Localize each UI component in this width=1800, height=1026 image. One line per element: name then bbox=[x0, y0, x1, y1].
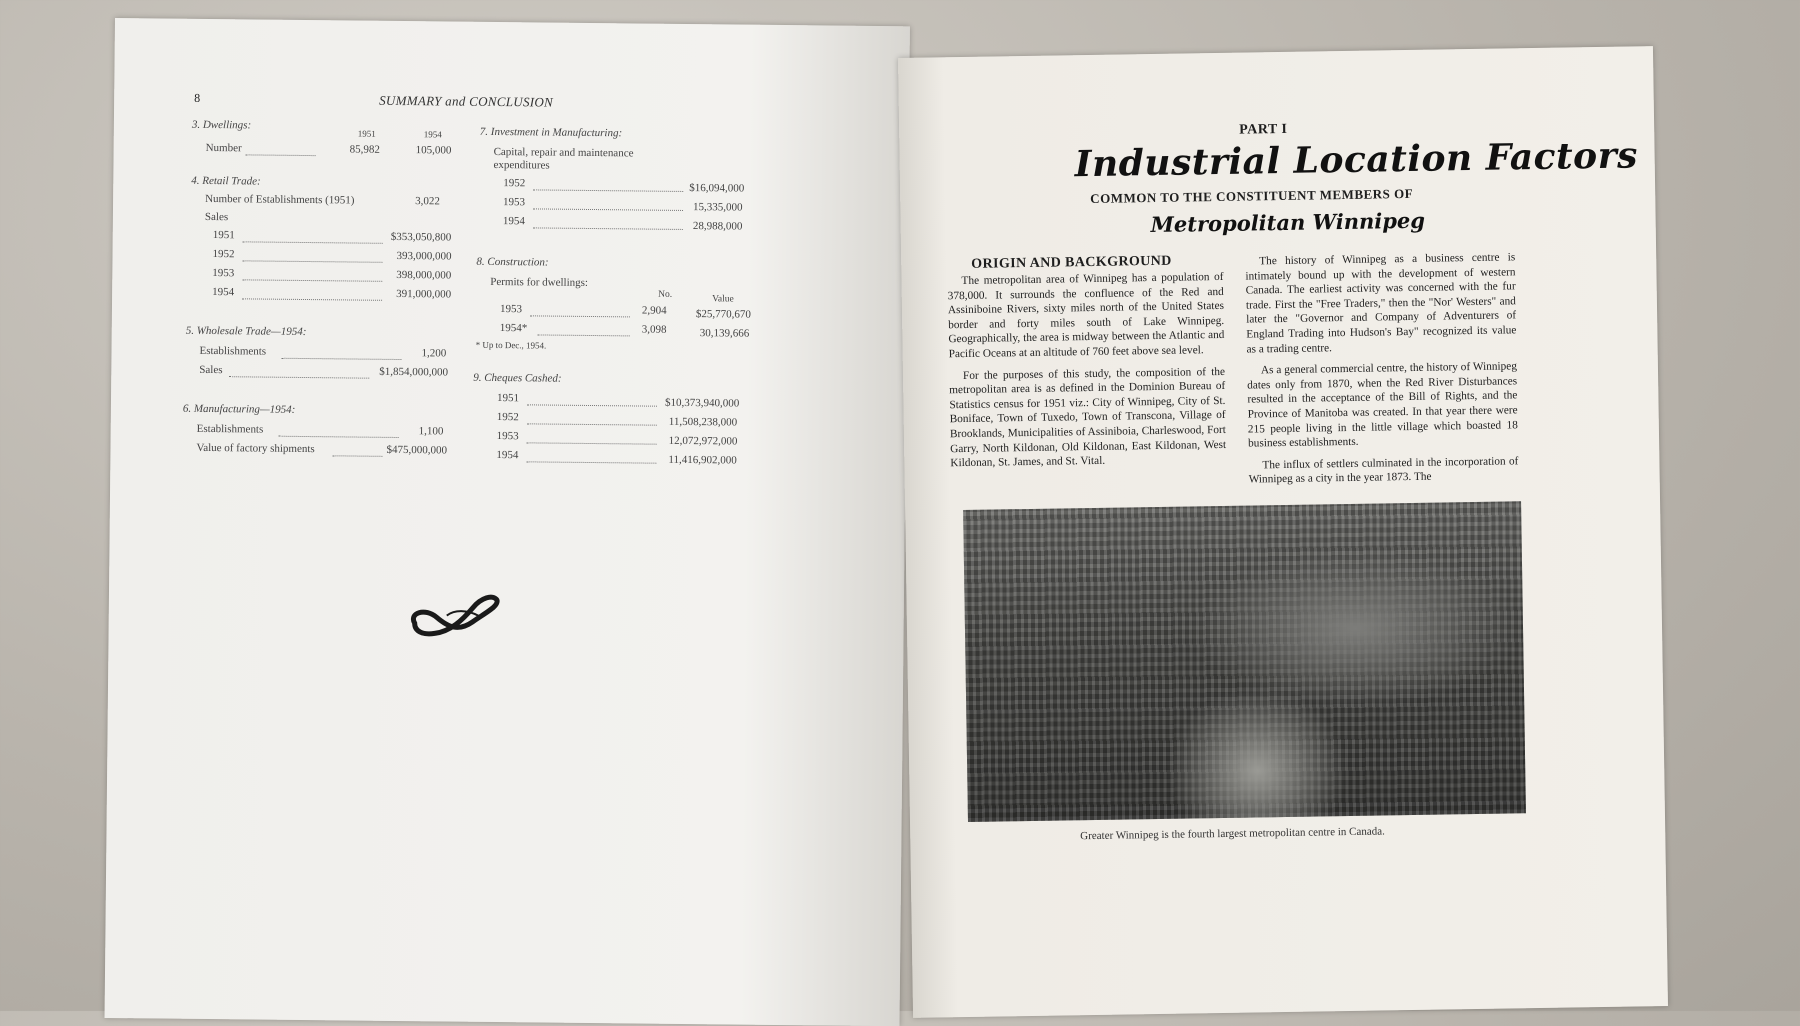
leader-line bbox=[332, 455, 382, 457]
construction-footnote: * Up to Dec., 1954. bbox=[475, 339, 547, 351]
manufacturing-heading: 6. Manufacturing—1954: bbox=[182, 402, 296, 416]
cheques-row-year: 1951 bbox=[496, 392, 520, 405]
investment-sub-line1: Capital, repair and maintenance bbox=[493, 145, 634, 160]
manufacturing-row-value: 1,100 bbox=[418, 425, 444, 438]
construction-row-year: 1954* bbox=[499, 322, 528, 335]
cheques-row-year: 1952 bbox=[496, 411, 519, 424]
construction-sub: Permits for dwellings: bbox=[490, 275, 589, 289]
investment-row-year: 1954 bbox=[502, 215, 525, 228]
wholesale-row-label: Establishments bbox=[199, 344, 267, 358]
page-number: 8 bbox=[194, 90, 201, 105]
wholesale-heading: 5. Wholesale Trade—1954: bbox=[185, 324, 307, 339]
leader-line bbox=[242, 260, 382, 262]
page-title: Industrial Location Factors bbox=[1074, 134, 1639, 186]
leader-line bbox=[533, 189, 683, 192]
manufacturing-row-label: Establishments bbox=[196, 422, 264, 436]
cheques-row-year: 1953 bbox=[496, 430, 519, 443]
investment-row-value: 28,988,000 bbox=[692, 220, 743, 233]
construction-row-year: 1953 bbox=[499, 303, 523, 316]
construction-col-value: Value bbox=[712, 294, 734, 305]
dwellings-value-1: 85,982 bbox=[349, 143, 380, 156]
running-head: SUMMARY and CONCLUSION bbox=[379, 92, 554, 110]
retail-establishments-value: 3,022 bbox=[415, 195, 440, 208]
left-page bbox=[105, 18, 910, 1026]
construction-row-value: 30,139,666 bbox=[699, 327, 750, 340]
part-label: PART I bbox=[1239, 121, 1288, 138]
retail-row-year: 1953 bbox=[212, 267, 235, 280]
dwellings-heading: 3. Dwellings: bbox=[191, 118, 252, 132]
paragraph: The history of Winnipeg as a business centre is intimately bound up with the development of western Canada. The earliest activity was concerned with the fur trade. First the "Free Traders," then the "Nor' Westers" and later the "Governor and Company of Adventurers of England Trading into Hudson's Bay" recognized its value as a trading centre. bbox=[1245, 251, 1517, 356]
script-subtitle: Metropolitan Winnipeg bbox=[1150, 207, 1426, 238]
photo-caption: Greater Winnipeg is the fourth largest metropolitan centre in Canada. bbox=[1080, 825, 1385, 843]
right-page bbox=[898, 46, 1668, 1018]
leader-line bbox=[527, 404, 657, 406]
paragraph: As a general commercial centre, the history of Winnipeg dates only from 1870, when the Red River Disturbances resulted in the acceptance of the Bill of Rights, and the Province of Manitoba was created. In that year there were 215 people living in the little village which boasted 18 business establishments. bbox=[1247, 360, 1518, 450]
leader-line bbox=[533, 227, 683, 230]
paragraph: The metropolitan area of Winnipeg has a population of 378,000. It surrounds the confluence of the Red and Assiniboine Rivers, sixty miles north of the United States border and forty miles south of Lake Winnipeg. Geographically, the area is midway between the Atlantic and Pacific Oceans at an altitude of 760 feet above sea level. bbox=[947, 270, 1225, 361]
column-left bbox=[947, 270, 1226, 478]
paragraph: For the purposes of this study, the composition of the metropolitan area is as defined in the Dominion Bureau of Statistics census for 1951 viz.: City of Winnipeg, City of St. Boniface, Town of Tuxedo, Town of Transcona, Village of Brooklands, Municipalities of Assiniboia, Charleswood, Fort Garry, North Kildonan, Old Kildonan, East Kildonan, West Kildonan, St. James, and St. Vital. bbox=[949, 365, 1227, 470]
cheques-row-year: 1954 bbox=[496, 449, 519, 462]
investment-row-value: 15,335,000 bbox=[692, 201, 743, 214]
construction-row-value: $25,770,670 bbox=[695, 308, 751, 321]
aerial-city-photo bbox=[963, 501, 1526, 822]
construction-heading: 8. Construction: bbox=[476, 255, 549, 269]
leader-line bbox=[242, 279, 382, 281]
leader-line bbox=[538, 334, 630, 336]
retail-row-value: 393,000,000 bbox=[396, 249, 452, 263]
investment-row-year: 1953 bbox=[503, 196, 526, 209]
section-heading: ORIGIN AND BACKGROUND bbox=[971, 253, 1172, 272]
retail-sales-label: Sales bbox=[204, 210, 229, 224]
leader-line bbox=[243, 241, 383, 243]
retail-establishments-label: Number of Establishments (1951) bbox=[205, 192, 355, 207]
cheques-row-value: 12,072,972,000 bbox=[668, 434, 738, 448]
retail-row-year: 1952 bbox=[212, 248, 235, 261]
wholesale-row-label: Sales bbox=[199, 363, 223, 377]
construction-row-no: 2,904 bbox=[641, 304, 667, 317]
dwellings-year-2: 1954 bbox=[423, 129, 442, 140]
flourish-ornament-icon bbox=[406, 591, 507, 647]
leader-line bbox=[242, 298, 382, 300]
wholesale-row-value: $1,854,000,000 bbox=[379, 365, 449, 379]
leader-line bbox=[527, 442, 657, 444]
cheques-row-value: 11,508,238,000 bbox=[668, 415, 738, 429]
leader-line bbox=[279, 436, 399, 438]
leader-line bbox=[281, 358, 401, 360]
retail-row-year: 1954 bbox=[212, 286, 235, 299]
leader-line bbox=[229, 376, 369, 378]
manufacturing-row-label: Value of factory shipments bbox=[196, 441, 315, 456]
cheques-heading: 9. Cheques Cashed: bbox=[473, 371, 562, 385]
construction-row-no: 3,098 bbox=[641, 323, 667, 336]
retail-heading: 4. Retail Trade: bbox=[191, 174, 261, 188]
cheques-row-value: 11,416,902,000 bbox=[668, 453, 737, 467]
leader-line bbox=[526, 461, 656, 463]
construction-col-no: No. bbox=[658, 289, 673, 300]
dwellings-value-2: 105,000 bbox=[415, 144, 452, 157]
retail-row-value: $353,050,800 bbox=[390, 230, 452, 244]
column-right bbox=[1245, 250, 1519, 494]
paragraph: The influx of settlers culminated in the incorporation of Winnipeg as a city in the year 1873. The bbox=[1248, 455, 1519, 486]
investment-row-value: $16,094,000 bbox=[689, 182, 745, 195]
retail-row-year: 1951 bbox=[212, 229, 235, 242]
retail-row-value: 391,000,000 bbox=[396, 287, 452, 301]
investment-row-year: 1952 bbox=[503, 177, 526, 190]
leader-line bbox=[527, 423, 657, 425]
investment-sub-line2: expenditures bbox=[493, 158, 550, 172]
page-subtitle: COMMON TO THE CONSTITUENT MEMBERS OF bbox=[1090, 185, 1414, 206]
wholesale-row-value: 1,200 bbox=[421, 347, 447, 360]
cheques-row-value: $10,373,940,000 bbox=[664, 396, 740, 410]
leader-line bbox=[533, 208, 683, 211]
manufacturing-row-value: $475,000,000 bbox=[386, 443, 448, 457]
leader-line bbox=[246, 154, 316, 156]
leader-line bbox=[530, 315, 630, 317]
dwellings-year-1: 1951 bbox=[357, 128, 376, 139]
investment-heading: 7. Investment in Manufacturing: bbox=[479, 125, 623, 140]
retail-row-value: 398,000,000 bbox=[396, 268, 452, 282]
dwellings-label: Number bbox=[205, 141, 242, 155]
